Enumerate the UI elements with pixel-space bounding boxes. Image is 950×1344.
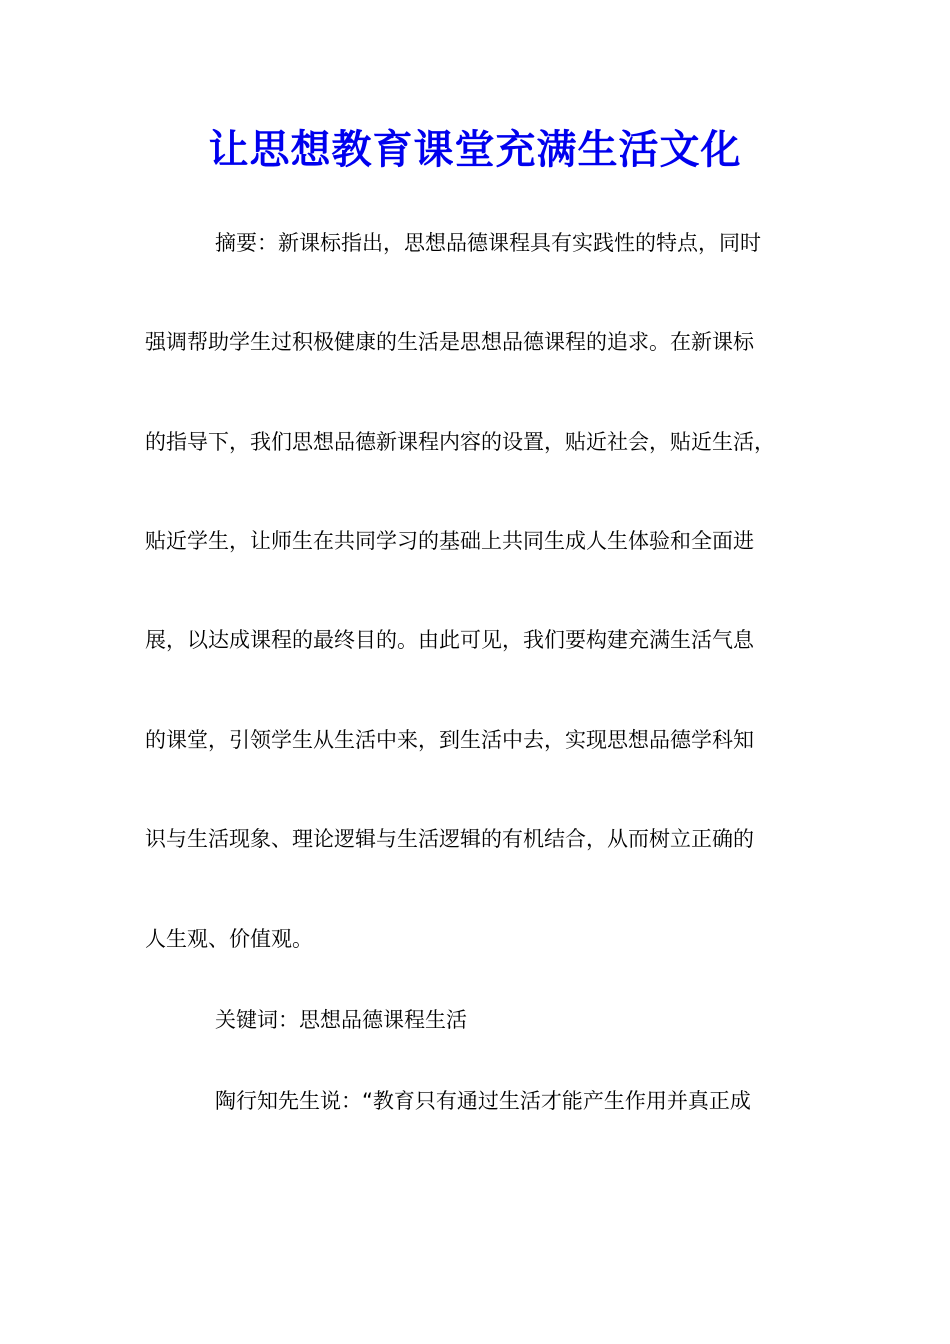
abstract-line: 人生观、价值观。	[145, 927, 313, 951]
abstract-line: 的指导下，我们思想品德新课程内容的设置，贴近社会，贴近生活，	[145, 430, 775, 454]
abstract-line: 识与生活现象、理论逻辑与生活逻辑的有机结合，从而树立正确的	[145, 827, 754, 851]
abstract-line: 展，以达成课程的最终目的。由此可见，我们要构建充满生活气息	[145, 628, 754, 652]
keywords-line: 关键词：思想品德课程生活	[215, 1008, 467, 1032]
abstract-line: 摘要：新课标指出，思想品德课程具有实践性的特点，同时	[215, 231, 761, 255]
document-title: 让思想教育课堂充满生活文化	[208, 126, 742, 173]
abstract-line: 强调帮助学生过积极健康的生活是思想品德课程的追求。在新课标	[145, 330, 754, 354]
abstract-line: 的课堂，引领学生从生活中来，到生活中去，实现思想品德学科知	[145, 728, 754, 752]
abstract-line: 贴近学生，让师生在共同学习的基础上共同生成人生体验和全面进	[145, 529, 754, 553]
body-paragraph-line: 陶行知先生说：“教育只有通过生活才能产生作用并真正成	[215, 1089, 751, 1113]
